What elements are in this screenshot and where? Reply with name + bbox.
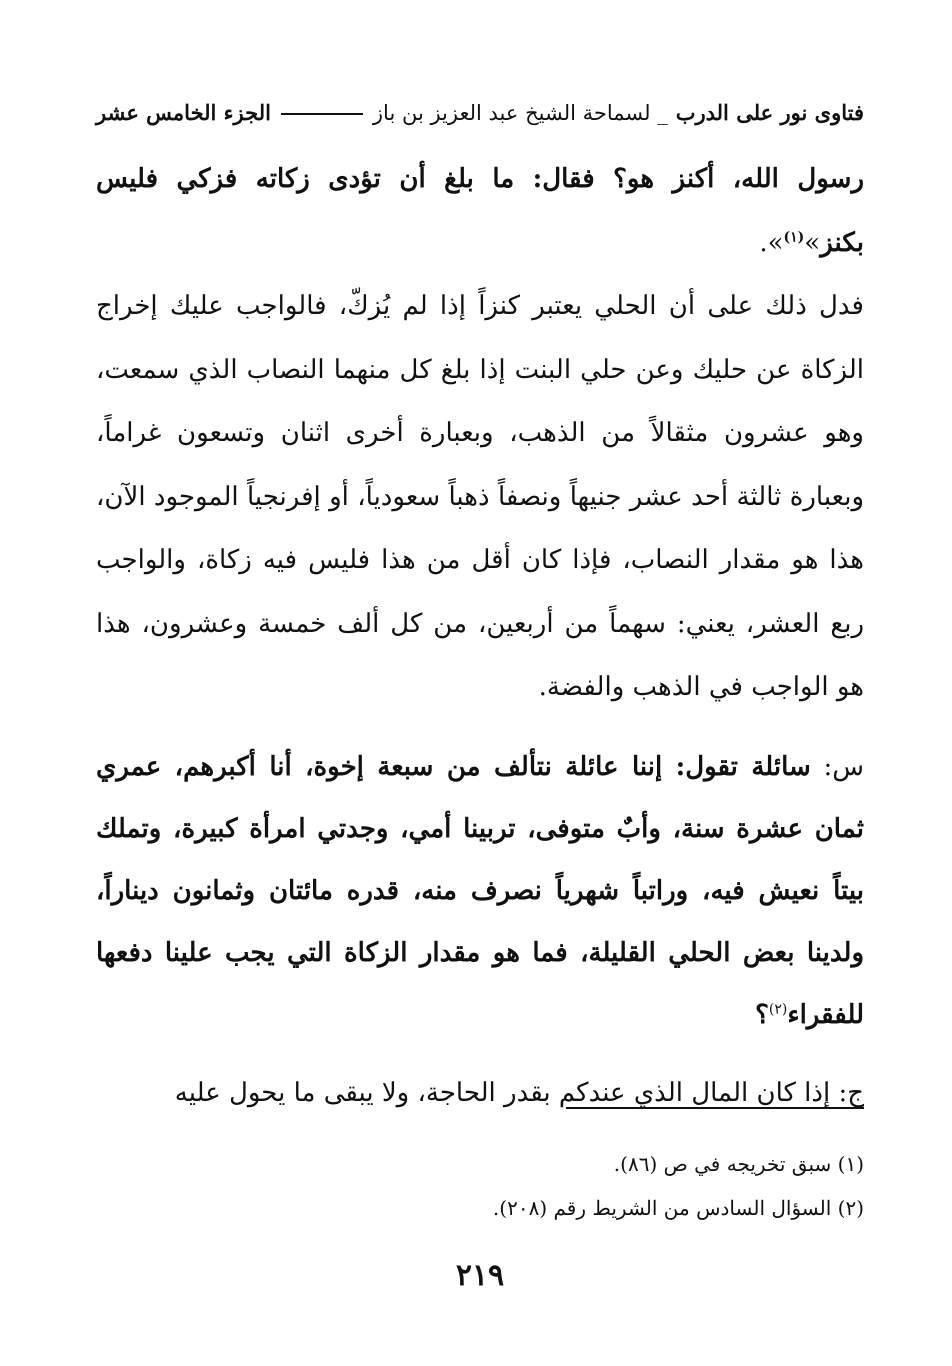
book-page bbox=[96, 0, 864, 1366]
footnote-ref-2[interactable]: (٢) bbox=[768, 1000, 788, 1017]
volume-label: الجزء الخامس عشر bbox=[96, 100, 271, 125]
hadith-text: رسول الله، أكنز هو؟ فقال: ما بلغ أن تؤدى زكاته فزكي فليس بكنز bbox=[96, 164, 864, 258]
footnote-1: (١) سبق تخريجه في ص (٨٦). bbox=[613, 1152, 864, 1176]
footnote-separator bbox=[566, 1107, 864, 1109]
ruling-paragraph: فدل ذلك على أن الحلي يعتبر كنزاً إذا لم يُزكّ، فالواجب عليك إخراج الزكاة عن حليك وعن حلي البنت إذا بلغ كل منهما النصاب الذي سمعت، وهو عشرون مثقالاً من الذهب، وبعبارة أخرى اثنان وتسعون غراماً، وبعبارة ثالثة أحد عشر جنيهاً ونصفاً ذهباً سعودياً، أو إفرنجياً الموجود الآن، هذا هو مقدار النصاب، فإذا كان أقل من هذا فليس فيه زكاة، والواجب ربع العشر، يعني: سهماً من أربعين، من كل ألف خمسة وعشرون، هذا هو الواجب في الذهب والفضة. bbox=[96, 291, 865, 702]
hadith-paragraph bbox=[96, 148, 864, 275]
question-end: ؟ bbox=[755, 999, 769, 1030]
hadith-end: ». bbox=[759, 227, 784, 258]
question-prefix: س: bbox=[810, 751, 865, 782]
footnote-2: (٢) السؤال السادس من الشريط رقم (٢٠٨). bbox=[492, 1196, 864, 1220]
series-title: فتاوى نور على الدرب bbox=[675, 100, 864, 125]
body-text bbox=[96, 148, 864, 1125]
running-header bbox=[96, 98, 864, 132]
author-line: _ لسماحة الشيخ عبد العزيز بن باز bbox=[372, 101, 668, 125]
question-paragraph bbox=[96, 736, 864, 1046]
question-text: سائلة تقول: إننا عائلة نتألف من سبعة إخوة، أنا أكبرهم، عمري ثمان عشرة سنة، وأبٌ متوفى، تربينا أمي، وجدتي امرأة كبيرة، وتملك بيتاً نعيش فيه، وراتباً شهرياً نصرف منه، قدره مائتان وثمانون ديناراً، ولدينا بعض الحلي القليلة، فما هو مقدار الزكاة التي يجب علينا دفعها للفقراء bbox=[96, 751, 864, 1030]
header-rule bbox=[281, 113, 363, 115]
footnote-ref-1[interactable]: (١) bbox=[783, 228, 805, 245]
hadith-close-quote: » bbox=[804, 227, 821, 258]
page-number: ٢١٩ bbox=[455, 1258, 505, 1293]
answer-paragraph: ج: إذا كان المال الذي عندكم بقدر الحاجة، ولا يبقى ما يحول عليه bbox=[174, 1077, 864, 1108]
footnotes bbox=[96, 1142, 864, 1230]
